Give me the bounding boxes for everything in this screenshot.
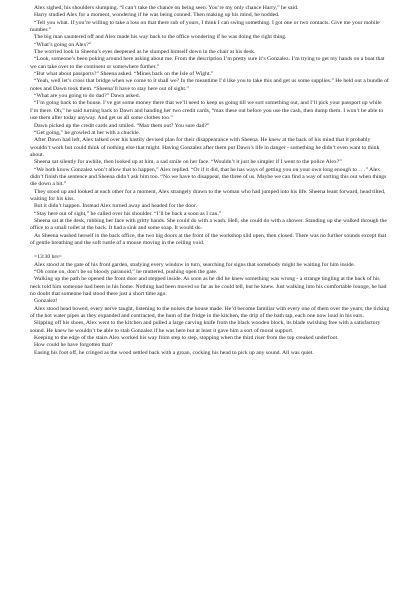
paragraph: Keeping to the edge of the stairs Alex worked his way from step to step, stopping when the third riser from the top creaked underfoot. (34, 335, 339, 342)
paragraph: But it didn’t happen. Instead Alex turned away and headed for the door. (34, 203, 197, 210)
paragraph: “Tell you what. If you’re willing to take a loss on that there sub of yours, I think I can swing something. I got one or two contacts. Give me your mobile number.” (30, 19, 380, 34)
paragraph: “Stay here out of sight,” he called over his shoulder. “I’ll be back a soon as I can.” (34, 210, 222, 217)
paragraph: Easing his foot off, he cringed as the wood settled back with a groan, cocking his head to pick up any sound. All was quiet. (34, 349, 314, 356)
paragraph: Dawn picked up the credit cards and smiled. “Max them out? You sure dad?” (34, 122, 210, 129)
paragraph: Gonzalez! (34, 298, 58, 305)
paragraph: Sheena sat silently for awhile, then looked up at him, a sad smile on her face. “Wouldn’t it just be simpler if I went to the police Alex?” (34, 159, 342, 166)
paragraph: “But what about passports?” Sheena asked. “Mines back on the Isle of Wight.” (34, 71, 214, 78)
paragraph: The big man sauntered off and Alex made his way back to the office wondering if he was doing the right thing. (34, 34, 287, 41)
paragraph: “What are you going to do dad?” Dawn asked. (34, 93, 140, 100)
paragraph: After Dawn had left, Alex talked over his hastily devised plan for their disappearance with Sheena. He knew at the back of his mind that it probably wouldn’t work but could think of nothing else that might. Having Gonzalez after them put Dawn’s life in danger - something he didn’t even want to think about. (30, 137, 380, 158)
paragraph: Alex stood head bowed, every nerve taught, listening to the noises the house made. He’d become familiar with every one of them over the years; the ticking of the hot water pipes as they expanded and contracted, the hum of the fridge in the kitchen, the drip of the bath tap, each one now loud in his ears. (30, 305, 390, 320)
paragraph: Alex stood at the gate of his front garden, studying every window in turn, searching for signs that somebody might be waiting for him inside. (34, 261, 356, 268)
paragraph: Sheena sat at the desk, rubbing her face with gritty hands. She could do with a wash. Hell, she could do with a shower. Standing up she walked through the office to a small toilet at the back. It had a sink and some soap. It would do. (30, 217, 387, 232)
paragraph: Alex sighed, his shoulders slumping. “I can’t take the chance on being seen. You’re my only chance Harry,” he said. (34, 5, 299, 11)
paragraph: The worried look in Sheena’s eyes deepened as he slumped himself down in the chair at his desk. (34, 49, 256, 56)
scene-break-time: =13:30 hrs= (34, 254, 62, 261)
paragraph: “What’s going on Alex?” (34, 41, 92, 48)
paragraph: “We both know Gonzalez won’t allow that to happen,” Alex replied. “Or if it did, that he has ways of getting you on your own long enough to . . .” Alex didn’t finish the sentence and Sheena didn’t ask him too. “No we have to disappear, the three of us. Maybe we can find a way of sorting this out when things die down a bit.” (30, 166, 387, 188)
paragraph: Harry studied Alex for a moment, wondering if he was being conned. Then making up his mind, he nodded. (34, 12, 280, 19)
paragraph: “Look, someone’s been poking around here asking about me. From the description I’m pretty sure it’s Gonzalez. I’m trying to get my hands on a boat that we can take over to the continent or somewhere further.” (30, 56, 385, 70)
paragraph: “I’m going back to the house. I’ve got some money there that we’ll need to keep us going till we sort something out, and I’ll pick your passport up while I’m there. Oh,” he said turning back to Dawn and handing her two credit cards, “max these out before you use the cash, then dump them. I won’t be able to use them after today anyway. And get us all some clothes too.” (30, 100, 384, 122)
paragraph: “Get going,” he growled at her with a chuckle. (34, 129, 141, 136)
paragraph: “Oh come on, don’t be so bloody paranoid,” he muttered, pushing open the gate. (34, 269, 218, 276)
paragraph: Walking up the path he opened the front door and stepped inside. As soon as he did he knew something was wrong - a strange tingling at the back of his neck told him someone had been in his home. Nothing had been moved so far as he could tell, but he knew. Just walking into his comfortable lounge, he had no doubt that someone had stood there just a short time ago. (30, 276, 387, 298)
paragraph: How could he have forgotten that? (34, 342, 113, 349)
paragraph: They stood up and looked at each other for a moment, Alex strangely drawn to the woman who had jumped into his life. Sheena leant forward, head tilted, waiting for his kiss. (30, 188, 386, 202)
paragraph: Slipping off his shoes, Alex went to the kitchen and pulled a large carving knife from the black wooden block, its blade swishing free with a satisfactory sound. He knew he wouldn’t be able to stab Gonzalez if he was here but at least it gave him a sort of moral support. (30, 320, 381, 334)
paragraph: “Yeah, well let’s cross that bridge when we come to it shall we? In the meantime I’d like you to take this and get us some supplies.” He held out a bundle of notes and Dawn took them. “Sheena’ll have to stay here out of sight.” (30, 78, 389, 92)
paragraph: As Sheena washed herself in the back office, the two big doors at the front of the workshop slid open, then closed. There was no further sounds except that of gentle breathing and the soft rustle of a mouse moving in the ceiling void. (30, 232, 387, 246)
